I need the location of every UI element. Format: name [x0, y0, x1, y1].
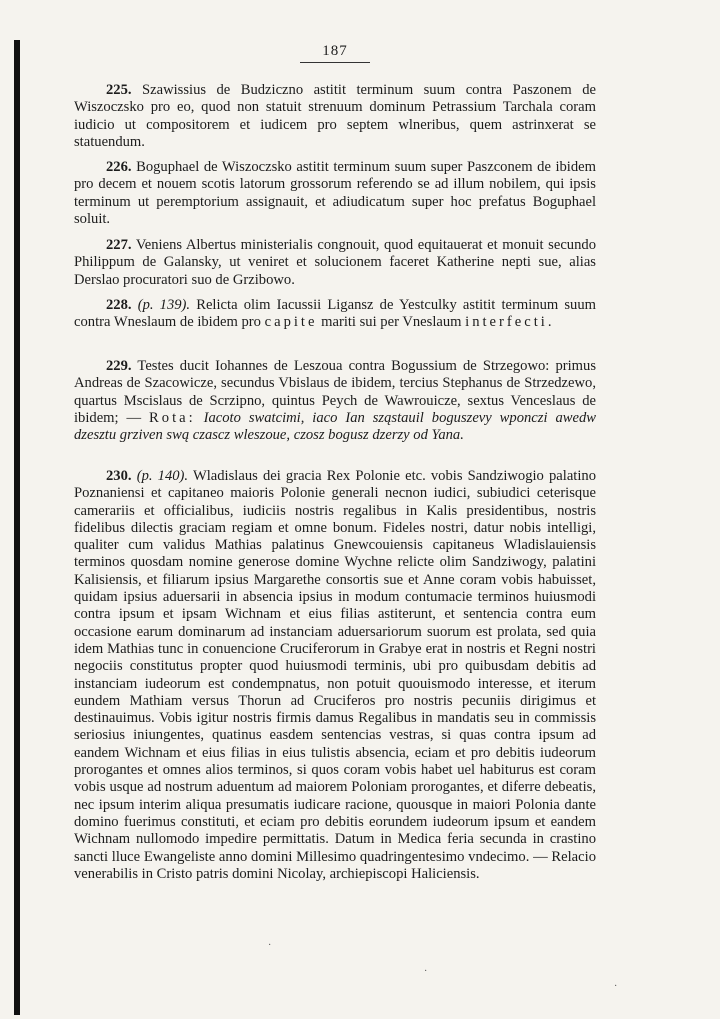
entry-number: 226.	[106, 159, 132, 175]
page-number: 187	[300, 42, 370, 63]
entry-text: Testes ducit Iohannes de Leszoua contra Bogussium de Strzegowo: primus Andreas de Szacowicze, secundus Vbislaus de ibidem, tercius Stephanus de Strzedzewo, quartus Mscislaus de Scrzipno, quintus Peych de Wawrouicze, sextus Venceslaus de ibidem; —	[74, 358, 596, 426]
spaced-word: interfecti.	[465, 314, 555, 331]
entry-number: 230.	[106, 468, 132, 484]
entry-number: 225.	[106, 82, 132, 98]
entry-text: Veniens Albertus ministerialis congnouit, quod equitauerat et monuit secundo Philippum de Galansky, ut veniret et solucionem faceret Katherine nepti sue, alias Derslao procuratori suo de Grzibowo.	[74, 237, 596, 288]
entry-226	[74, 159, 596, 228]
entry-text: Boguphael de Wiszoczsko astitit terminum suum super Paszconem de ibidem pro decem et nouem scotis latorum grossorum referendo se ad illum nobilem, qui ipsis terminum ut peremptorium assignauit, et adiudicatum super hoc prefatus Boguphael soluit.	[74, 159, 596, 227]
entry-text: Szawissius de Budziczno astitit terminum suum contra Paszonem de Wiszoczsko pro eo, quod non statuit strenuum dominum Petrassium Tarchala coram iudicio ut compositorem et iudicem pro septem wlneribus, quem astrinxerat se statuendum.	[74, 82, 596, 150]
entry-text: Relicta olim Iacussii Ligansz de Yestculky astitit terminum suum contra Wneslaum de ibidem pro	[74, 297, 597, 331]
stray-mark: ·	[424, 966, 428, 977]
rota-text: Iacoto swatcimi, iaco Ian sząstauil boguszevy wponczi awedw dzesztu grziven swą czascz wleszoue, czosz bogusz dzerzy od Yana.	[74, 409, 596, 444]
stray-mark: ·	[614, 981, 618, 992]
entry-text: Wladislaus dei gracia Rex Polonie etc. vobis Sandziwogio palatino Poznaniensi et capitaneo maioris Polonie generali necnon iudici, subiudici ceterisque camerariis et officialibus, iudiciis nostris regalibus in Kalis presidentibus, nostris fidelibus dilectis graciam regiam et omne bonum. Fideles nostri, datur nobis intelligi, qualiter cum validus Mathias palatinus Gnewcouiensis capitaneus Wladislauiensis terminos quosdam nomine generose domine Wychne relicte olim Sandziwogy, palatini Kalisiensis, et filiarum ipsius Margarethe consortis sue et Anne coram vobis habuisset, quidam ipsius aduersarii in absencia ipsius in modum contumacie terminos huiusmodi contra ipsum et ipsam Wichnam et eius filias astiterunt, et sentencia contra eum occasione earum dominarum ad instanciam aduersariorum suorum est prolata, sed quia idem Mathias tunc in conuencione Cruciferorum in Grabye erat in nostris et Regni nostri negociis constitutus propter quod huiusmodi terminis, ubi pro quibusdam debitis ad instanciam iudeorum est condempnatus, non potuit quouismodo interesse, et iterum eundem Mathiam versus Thorun ad Cruciferos pro nostris pecuniis dirigimus et destinauimus. Vobis igitur nostris firmis damus Regalibus in mandatis seu in commissis seriosius iniungentes, quatinus easdem sentencias vestras, si quas contra ipsum ad eandem Wichnam et eius filias in eius tulistis absencia, eciam et pro debitis iudeorum prorogantes et omnes alios terminos, si quos coram vobis habet uel habiturus est coram vobis usque ad nostrum aduentum ad maiorem Poloniam prorogantes, et diferre debeatis, nec ipsum interim aliqua presumatis iudicare racione, quousque in maiori Polonia dante domino fuerimus constituti, et eciam pro debitis eorundem iudeorum ipsum et eandem Wichnam nullomodo impedire permittatis. Datum in Medica feria secunda in crastino sancti lluce Ewangeliste anno domini Millesimo quadringentesimo vndecimo. — Relacio venerabilis in Cristo patris domini Nicolay, archiepiscopi Haliciensis.	[74, 468, 597, 882]
entry-number: 229.	[106, 358, 132, 374]
entry-227	[74, 237, 596, 289]
page-reference: (p. 139).	[137, 297, 191, 313]
stray-mark: ·	[268, 940, 272, 951]
page-reference: (p. 140).	[136, 468, 189, 484]
entry-number: 227.	[106, 237, 132, 253]
entry-229	[74, 358, 596, 444]
entry-228	[74, 297, 596, 332]
spaced-word: capite	[264, 314, 318, 331]
binding-edge	[14, 40, 20, 1015]
entry-text: mariti sui per Vneslaum	[321, 314, 462, 331]
entry-230	[74, 468, 596, 883]
entry-225	[74, 82, 596, 151]
entry-number: 228.	[106, 297, 132, 313]
rota-label: Rota:	[149, 409, 196, 426]
